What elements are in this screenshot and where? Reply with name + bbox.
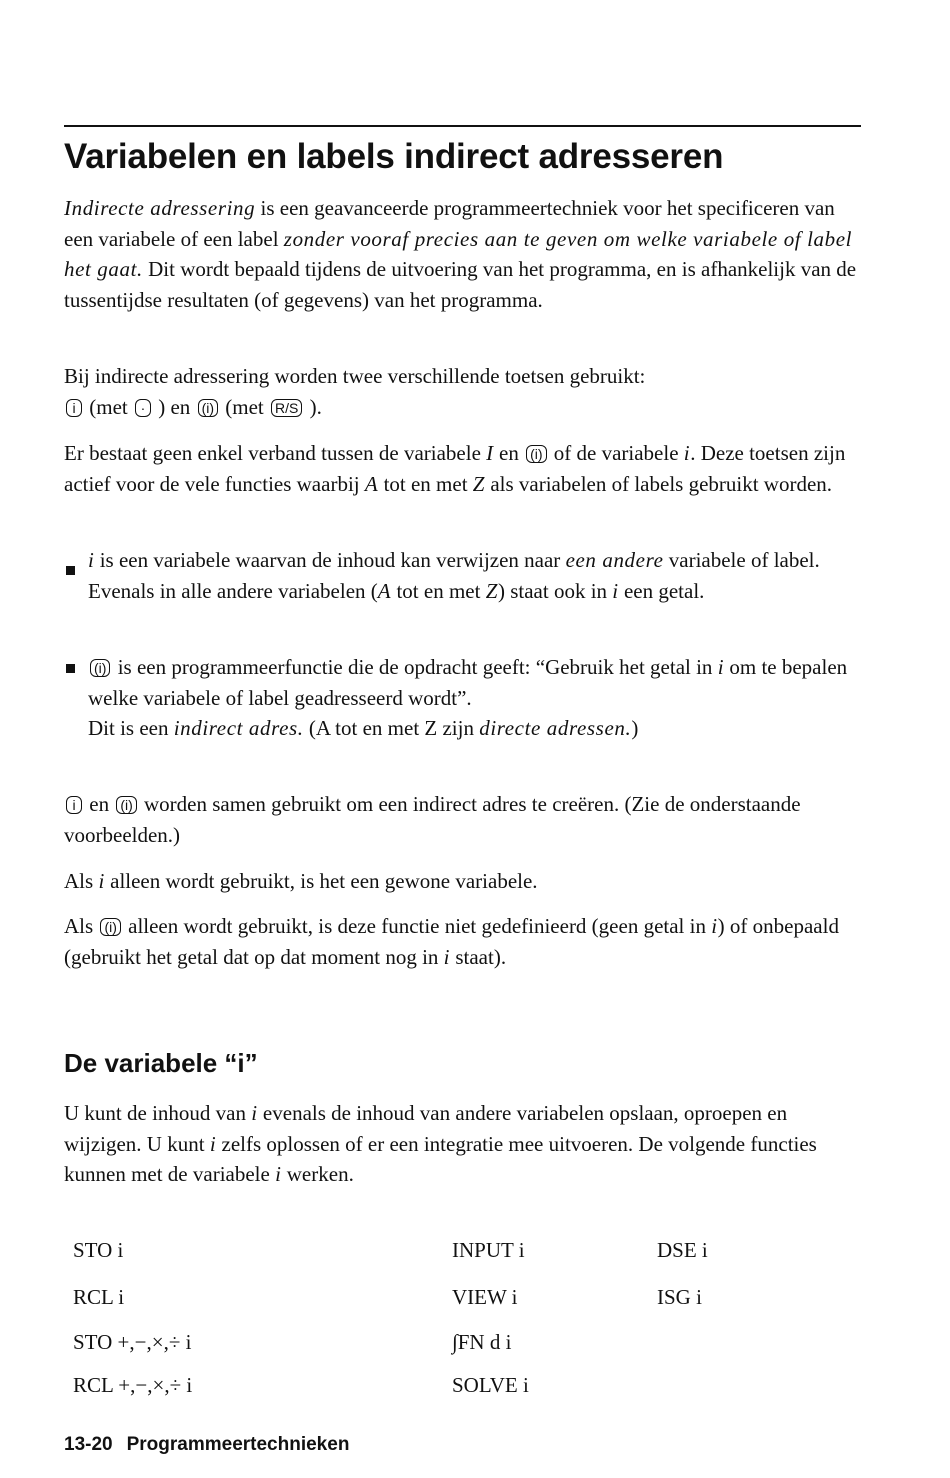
section-heading: De variabele “i” [64,1048,258,1078]
function-item: RCL i [73,1285,125,1309]
paren-i-key: (i) [198,399,218,417]
function-item: STO +,−,×,÷ i [73,1330,192,1354]
bullet-marker [66,566,75,575]
function-item: ISG i [657,1285,702,1309]
function-item: SOLVE i [452,1373,529,1397]
bullet-marker [66,664,75,673]
function-item: STO i [73,1238,124,1262]
paren-i-key: (i) [90,659,110,677]
keys-paragraph: Bij indirecte adressering worden twee verschillende toetsen gebruikt: i (met · ) en (i) (met R/S ). [64,364,646,419]
function-item: DSE i [657,1238,708,1262]
top-rule [64,125,861,127]
chapter-title: Programmeertechnieken [126,1434,350,1455]
i-key: i [66,399,82,417]
relation-paragraph: Er bestaat geen enkel verband tussen de variabele I en (i) of de variabele i. Deze toetsen zijn actief voor de vele functies waarbij A tot en met Z als variabelen of labels gebruikt worden. [64,441,846,496]
bullet-item: i is een variabele waarvan de inhoud kan verwijzen naar een andere variabele of label. Evenals in alle andere variabelen (A tot en met Z) staat ook in i een getal. [88,548,820,603]
bullet-item: (i) is een programmeerfunctie die de opdracht geeft: “Gebruik het getal in i om te bepalen welke variabele of label geadresseerd wordt”. Dit is een indirect adres. (A tot en met Z zijn directe adressen.) [88,655,848,740]
section-paragraph: U kunt de inhoud van i evenals de inhoud van andere variabelen opslaan, oproepen en wijzigen. U kunt i zelfs oplossen of er een integratie mee uitvoeren. De volgende functies kunnen met de variabele i werken. [64,1101,817,1186]
dot-key: · [135,399,151,417]
combined-paragraph: i en (i) worden samen gebruikt om een indirect adres te creëren. (Zie de onderstaande voorbeelden.) [64,792,801,847]
function-item: INPUT i [452,1238,525,1262]
alone-i-paragraph: Als i alleen wordt gebruikt, is het een gewone variabele. [64,869,538,893]
page-footer [64,1434,349,1456]
page-title: Variabelen en labels indirect adresseren [64,137,724,176]
i-key: i [66,796,82,814]
intro-paragraph: Indirecte adressering is een geavanceerde programmeertechniek voor het specificeren van een variabele of een label zonder vooraf precies aan te geven om welke variabele of label het gaat. Dit wordt bepaald tijdens de uitvoering van het programma, en is afhankelijk van de tussentijdse resultaten (of gegevens) van het programma. [64,196,857,312]
function-item: ∫FN d i [452,1330,512,1354]
function-item: VIEW i [452,1285,518,1309]
paren-i-key: (i) [116,796,136,814]
function-item: RCL +,−,×,÷ i [73,1373,193,1397]
paren-i-key: (i) [526,445,546,463]
alone-paren-i-paragraph: Als (i) alleen wordt gebruikt, is deze functie niet gedefinieerd (geen getal in i) of onbepaald (gebruikt het getal dat op dat moment nog in i staat). [64,914,839,969]
run-stop-key: R/S [271,399,302,417]
page-number: 13-20 [64,1434,113,1455]
paren-i-key: (i) [100,918,120,936]
